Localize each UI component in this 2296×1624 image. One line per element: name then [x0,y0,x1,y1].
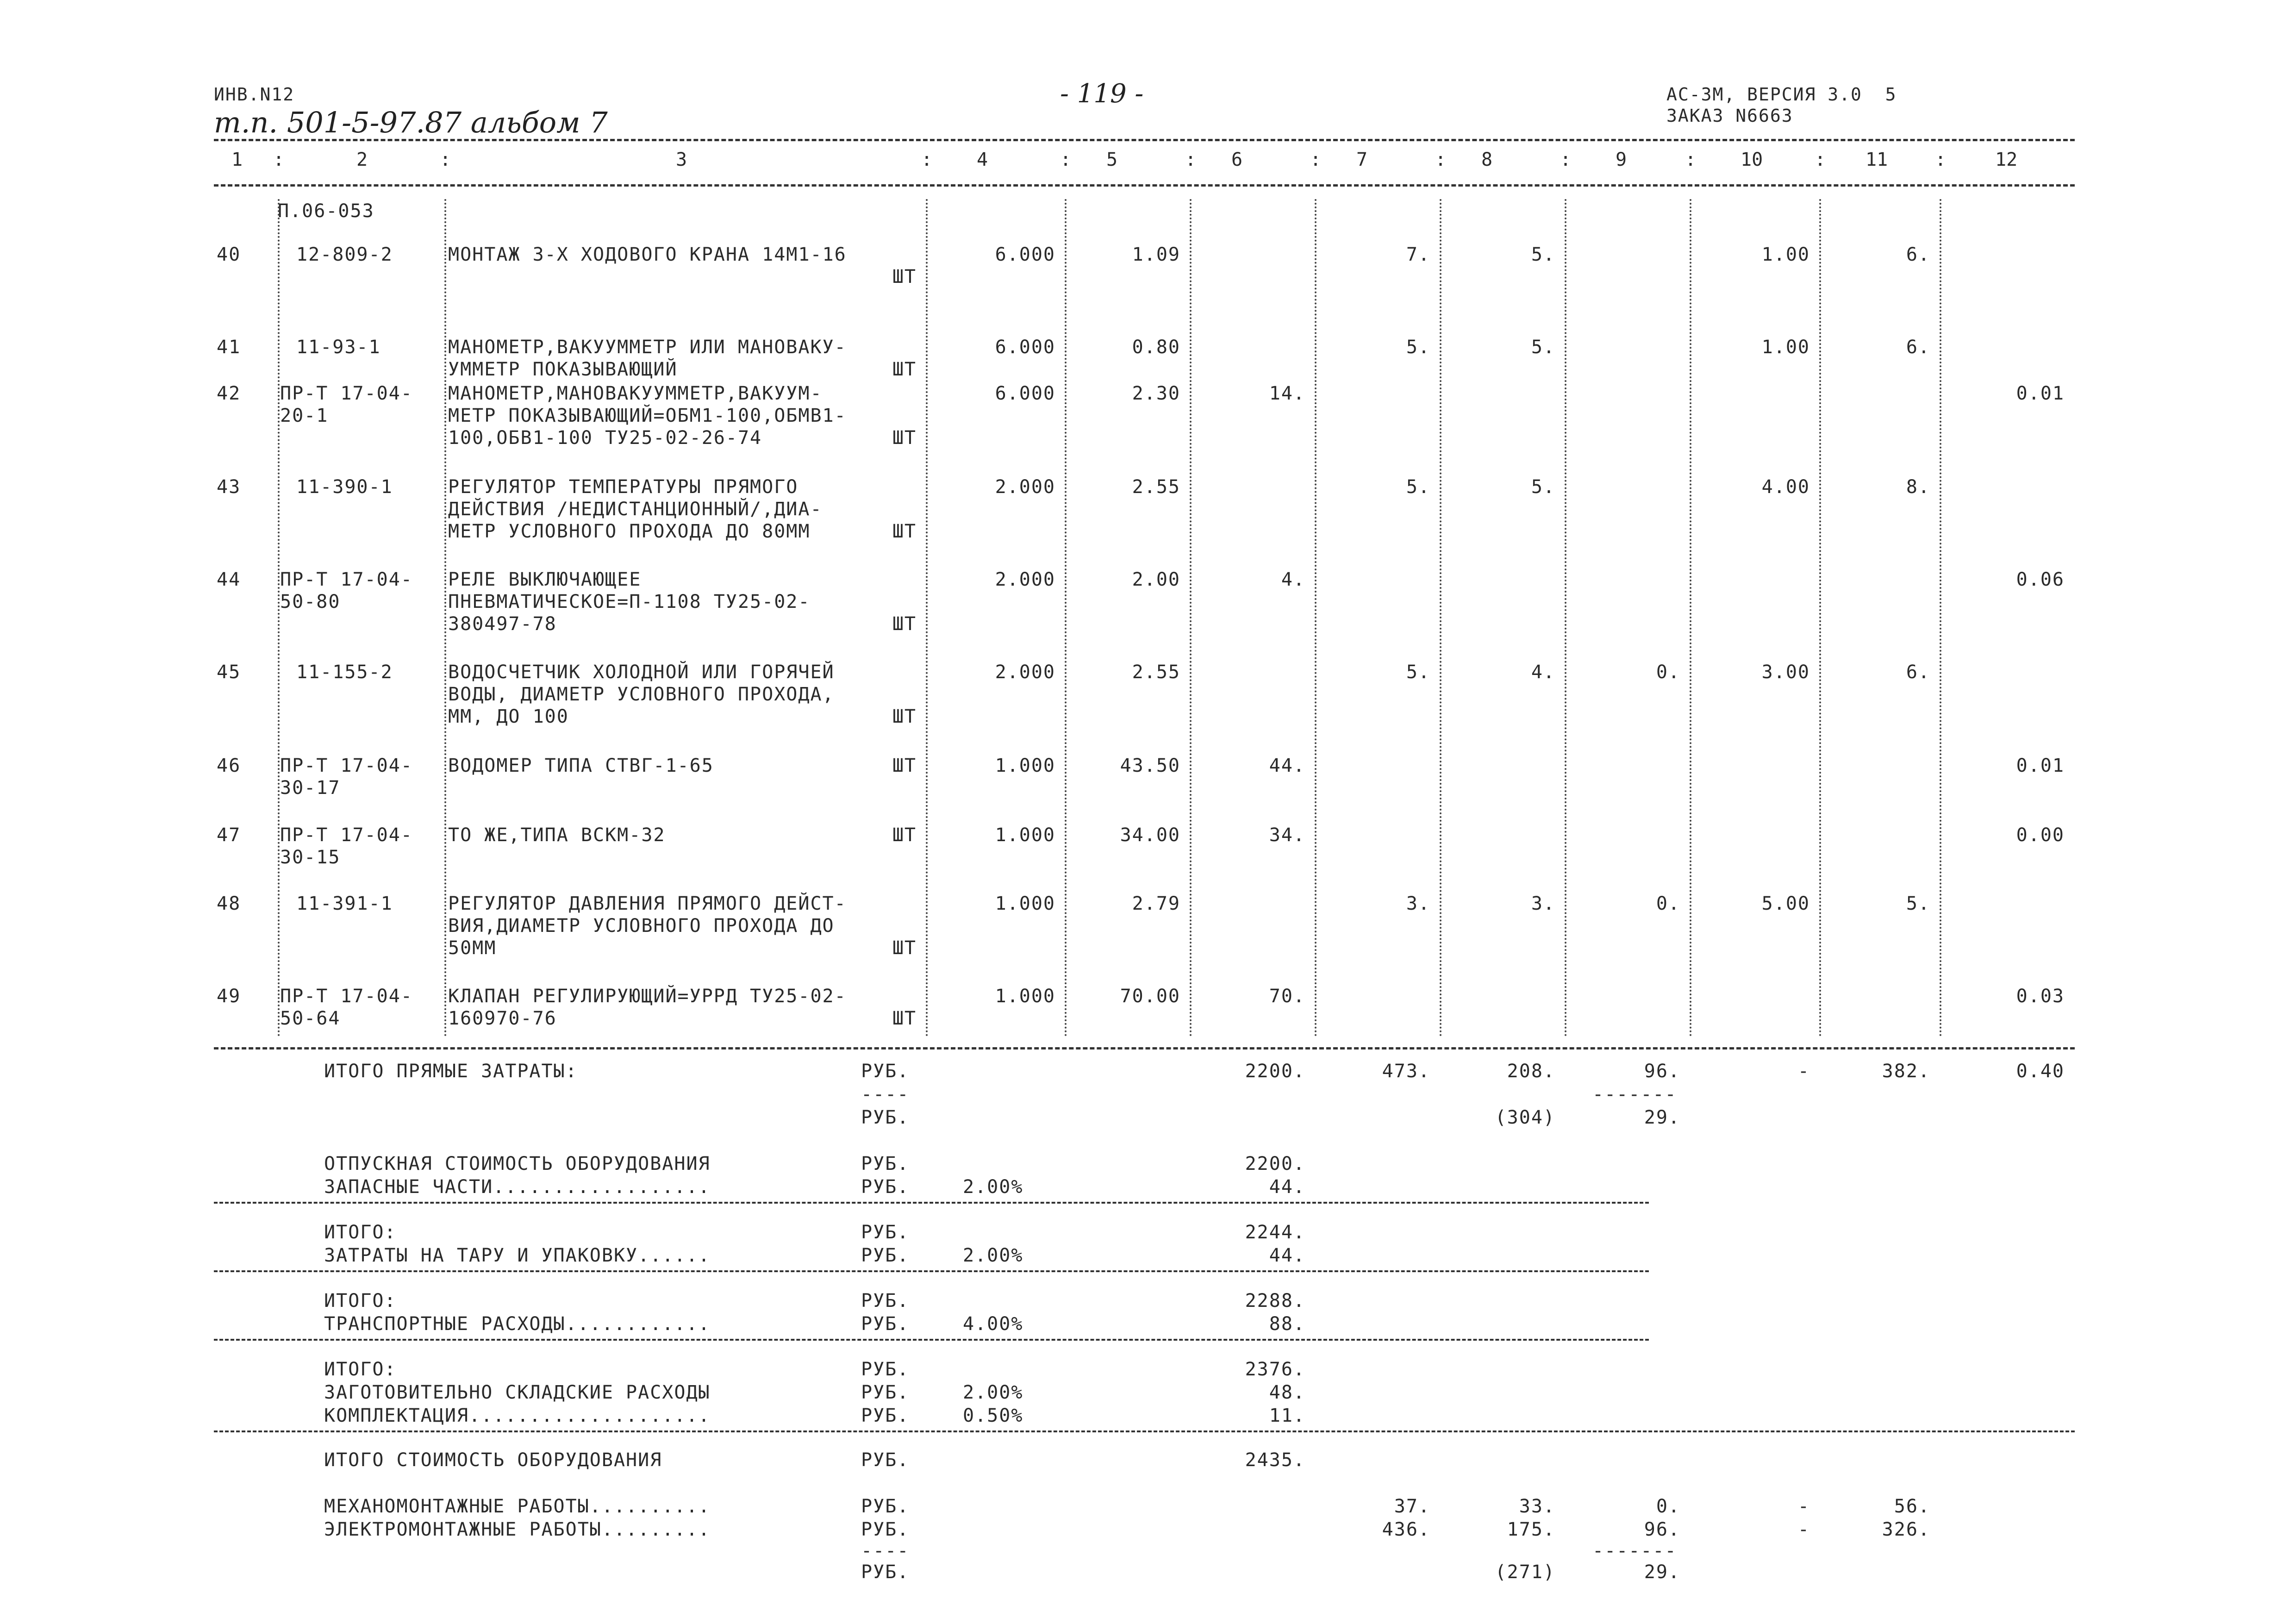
summary-value-c8: 175. [1507,1519,1555,1540]
total-equipment-value: 2435. [1245,1449,1305,1471]
row-value-c5: 2.55 [1132,662,1180,683]
summary-line-value: 44. [1269,1176,1305,1198]
row-name: КЛАПАН РЕГУЛИРУЮЩИЙ=УРРД ТУ25-02- [448,986,847,1007]
final-rub-dash: ---- [861,1540,910,1562]
order-number: ЗАКАЗ N6663 [1666,106,1793,126]
summary-value-c11: 326. [1882,1519,1930,1540]
row-value-c5: 0.80 [1132,337,1180,358]
column-header-10: 10 [1741,149,1763,170]
summary-line-rub: РУБ. [861,1382,910,1403]
column-header-separator: : [440,149,451,170]
row-name: ДЕЙСТВИЯ /НЕДИСТАНЦИОННЫЙ/,ДИА- [448,499,823,520]
row-number: 45 [217,662,241,683]
column-separator [1315,199,1316,1037]
row-value-c5: 2.55 [1132,476,1180,498]
column-header-8: 8 [1481,149,1493,170]
summary-line-value: 88. [1269,1313,1305,1335]
row-value-c12: 0.01 [2016,383,2065,404]
row-value-c5: 2.30 [1132,383,1180,404]
column-separator [1940,199,1941,1037]
row-number: 48 [217,893,241,914]
row-number: 42 [217,383,241,404]
summary-block-rule [214,1430,2075,1432]
row-value-c5: 70.00 [1120,986,1180,1007]
row-value-c8: 3. [1531,893,1555,914]
row-value-c8: 5. [1531,337,1555,358]
row-value-c10: 1.00 [1761,337,1810,358]
final-rub: РУБ. [861,1562,910,1583]
row-value-c4: 1.000 [995,824,1055,846]
header-bottom-rule [214,184,2075,187]
column-separator [1190,199,1192,1037]
summary-line-label: ИТОГО: [324,1290,397,1312]
row-value-c8: 5. [1531,476,1555,498]
summary-value-c7: 37. [1394,1496,1430,1517]
row-number: 47 [217,824,241,846]
summary-line-percent: 0.50% [963,1405,1023,1426]
summary-line-value: 11. [1269,1405,1305,1426]
row-value-c5: 2.00 [1132,569,1180,590]
summary-value-c9: 29. [1644,1562,1680,1583]
column-header-12: 12 [1995,149,2018,170]
column-header-separator: : [1935,149,1947,170]
row-name: ВОДЫ, ДИАМЕТР УСЛОВНОГО ПРОХОДА, [448,684,835,705]
summary-line-value: 2376. [1245,1359,1305,1380]
row-value-c4: 6.000 [995,244,1055,265]
row-name: 160970-76 [448,1008,557,1029]
row-code: 30-15 [280,847,341,868]
row-unit: ШТ [892,824,917,846]
row-value-c8: 5. [1531,244,1555,265]
summary-value-c6: 2200. [1245,1061,1305,1082]
summary-line-label: ЗАПАСНЫЕ ЧАСТИ.................. [324,1176,711,1198]
row-name: 380497-78 [448,613,557,635]
summary-line-value: 44. [1269,1245,1305,1266]
direct-costs-c9-dash: ------- [1592,1084,1677,1105]
row-unit: ШТ [892,706,917,727]
row-number: 43 [217,476,241,498]
row-value-c6: 14. [1269,383,1305,404]
row-code: ПР-Т 17-04- [280,986,413,1007]
row-value-c6: 4. [1281,569,1305,590]
row-name: 50ММ [448,937,497,959]
column-header-separator: : [1815,149,1826,170]
mech-works-rub: РУБ. [861,1496,910,1517]
summary-line-rub: РУБ. [861,1405,910,1426]
total-equipment-label: ИТОГО СТОИМОСТЬ ОБОРУДОВАНИЯ [324,1449,662,1471]
row-value-c12: 0.01 [2016,755,2065,776]
summary-line-rub: РУБ. [861,1245,910,1266]
handwritten-reference: т.п. 501-5-97.87 альбом 7 [214,106,608,139]
row-code: 50-80 [280,591,341,612]
summary-value-c10: - [1797,1496,1810,1517]
column-separator [444,199,446,1037]
row-code: 11-93-1 [296,337,381,358]
row-name: ТО ЖЕ,ТИПА ВСКМ-32 [448,824,666,846]
summary-value-c11: 382. [1882,1061,1930,1082]
summary-line-label: КОМПЛЕКТАЦИЯ.................... [324,1405,711,1426]
row-code: ПР-Т 17-04- [280,383,413,404]
summary-line-rub: РУБ. [861,1290,910,1312]
row-value-c6: 44. [1269,755,1305,776]
direct-costs-rub-2: РУБ. [861,1107,910,1128]
row-unit: ШТ [892,266,917,287]
row-name: ВОДОМЕР ТИПА СТВГ-1-65 [448,755,714,776]
program-version: АС-3М, ВЕРСИЯ 3.0 5 [1666,84,1897,105]
column-header-5: 5 [1106,149,1118,170]
row-value-c11: 6. [1906,662,1930,683]
row-code: 11-155-2 [296,662,393,683]
summary-line-value: 48. [1269,1382,1305,1403]
column-header-separator: : [1685,149,1697,170]
row-value-c7: 7. [1406,244,1430,265]
row-name: МАНОМЕТР,МАНОВАКУУММЕТР,ВАКУУМ- [448,383,823,404]
row-code: 11-390-1 [296,476,393,498]
row-unit: ШТ [892,521,917,542]
summary-line-rub: РУБ. [861,1176,910,1198]
row-value-c10: 3.00 [1761,662,1810,683]
summary-line-rub: РУБ. [861,1153,910,1174]
column-header-separator: : [1060,149,1072,170]
continuation-code: П.06-053 [278,200,374,222]
row-value-c4: 6.000 [995,337,1055,358]
row-number: 41 [217,337,241,358]
row-value-c5: 34.00 [1120,824,1180,846]
row-value-c12: 0.06 [2016,569,2065,590]
row-name: ВИЯ,ДИАМЕТР УСЛОВНОГО ПРОХОДА ДО [448,915,835,937]
summary-value-c10: - [1797,1061,1810,1082]
row-value-c6: 34. [1269,824,1305,846]
inventory-number: ИНВ.N12 [214,84,295,105]
summary-line-rub: РУБ. [861,1313,910,1335]
summary-value-c8: 208. [1507,1061,1555,1082]
total-equipment-rub: РУБ. [861,1449,910,1471]
summary-value-c12: 0.40 [2016,1061,2065,1082]
row-name: МОНТАЖ 3-Х ХОДОВОГО КРАНА 14М1-16 [448,244,847,265]
row-code: ПР-Т 17-04- [280,755,413,776]
summary-value-c8: 33. [1519,1496,1555,1517]
summary-block-rule [214,1270,1649,1272]
column-header-3: 3 [676,149,687,170]
table-top-rule [214,139,2075,141]
row-name: МЕТР ПОКАЗЫВАЮЩИЙ=ОБМ1-100,ОБМВ1- [448,405,847,426]
column-header-separator: : [1185,149,1197,170]
column-header-4: 4 [977,149,988,170]
summary-line-percent: 2.00% [963,1382,1023,1403]
row-value-c6: 70. [1269,986,1305,1007]
elec-works-rub: РУБ. [861,1519,910,1540]
column-header-separator: : [1435,149,1447,170]
row-value-c12: 0.00 [2016,824,2065,846]
summary-value-c9: 29. [1644,1107,1680,1128]
row-unit: ШТ [892,937,917,959]
summary-value-c9: 96. [1644,1061,1680,1082]
row-unit: ШТ [892,755,917,776]
column-header-separator: : [921,149,933,170]
row-number: 46 [217,755,241,776]
summary-line-label: ИТОГО: [324,1222,397,1243]
column-separator [926,199,928,1037]
column-header-separator: : [1310,149,1322,170]
row-value-c11: 8. [1906,476,1930,498]
column-separator [1065,199,1067,1037]
row-value-c11: 6. [1906,244,1930,265]
elec-works-label: ЭЛЕКТРОМОНТАЖНЫЕ РАБОТЫ......... [324,1519,711,1540]
column-header-7: 7 [1356,149,1368,170]
row-name: ПНЕВМАТИЧЕСКОЕ=П-1108 ТУ25-02- [448,591,811,612]
summary-value-c7: 473. [1382,1061,1430,1082]
column-header-2: 2 [356,149,368,170]
row-code: 50-64 [280,1008,341,1029]
row-value-c10: 4.00 [1761,476,1810,498]
row-unit: ШТ [892,1008,917,1029]
summary-value-c7: 436. [1382,1519,1430,1540]
column-header-6: 6 [1231,149,1243,170]
row-name: ВОДОСЧЕТЧИК ХОЛОДНОЙ ИЛИ ГОРЯЧЕЙ [448,662,835,683]
column-separator [1440,199,1441,1037]
row-value-c4: 6.000 [995,383,1055,404]
column-header-9: 9 [1616,149,1627,170]
row-value-c5: 43.50 [1120,755,1180,776]
row-value-c5: 1.09 [1132,244,1180,265]
row-value-c4: 1.000 [995,986,1055,1007]
summary-line-percent: 2.00% [963,1176,1023,1198]
column-separator [1565,199,1566,1037]
direct-costs-rub-dash: ---- [861,1084,910,1105]
column-separator [278,199,280,1037]
row-name: РЕЛЕ ВЫКЛЮЧАЮЩЕЕ [448,569,642,590]
column-header-11: 11 [1866,149,1888,170]
summary-line-label: ЗАГОТОВИТЕЛЬНО СКЛАДСКИЕ РАСХОДЫ [324,1382,711,1403]
row-code: 12-809-2 [296,244,393,265]
row-name: УММЕТР ПОКАЗЫВАЮЩИЙ [448,359,678,380]
row-name: МЕТР УСЛОВНОГО ПРОХОДА ДО 80ММ [448,521,811,542]
column-header-separator: : [273,149,285,170]
row-value-c12: 0.03 [2016,986,2065,1007]
row-value-c7: 5. [1406,662,1430,683]
row-unit: ШТ [892,613,917,635]
summary-value-c8: (271) [1495,1562,1555,1583]
summary-line-rub: РУБ. [861,1359,910,1380]
row-number: 44 [217,569,241,590]
column-header-separator: : [1560,149,1572,170]
row-value-c7: 3. [1406,893,1430,914]
row-value-c10: 5.00 [1761,893,1810,914]
summary-line-label: ТРАНСПОРТНЫЕ РАСХОДЫ............ [324,1313,711,1335]
summary-value-c8: (304) [1495,1107,1555,1128]
summary-line-percent: 2.00% [963,1245,1023,1266]
row-code: ПР-Т 17-04- [280,824,413,846]
summary-block-rule [214,1202,1649,1204]
row-number: 40 [217,244,241,265]
row-name: МАНОМЕТР,ВАКУУММЕТР ИЛИ МАНОВАКУ- [448,337,847,358]
final-c9-dash: ------- [1592,1540,1677,1562]
summary-line-value: 2244. [1245,1222,1305,1243]
summary-value-c10: - [1797,1519,1810,1540]
row-value-c11: 5. [1906,893,1930,914]
row-value-c10: 1.00 [1761,244,1810,265]
row-value-c7: 5. [1406,337,1430,358]
summary-line-value: 2288. [1245,1290,1305,1312]
direct-costs-label: ИТОГО ПРЯМЫЕ ЗАТРАТЫ: [324,1061,578,1082]
row-name: РЕГУЛЯТОР ТЕМПЕРАТУРЫ ПРЯМОГО [448,476,799,498]
summary-line-rub: РУБ. [861,1222,910,1243]
row-code: 11-391-1 [296,893,393,914]
column-separator [1690,199,1691,1037]
row-value-c8: 4. [1531,662,1555,683]
column-header-1: 1 [231,149,243,170]
summary-line-value: 2200. [1245,1153,1305,1174]
summary-block-rule [214,1339,1649,1341]
summary-line-label: ЗАТРАТЫ НА ТАРУ И УПАКОВКУ...... [324,1245,711,1266]
row-value-c5: 2.79 [1132,893,1180,914]
summary-value-c9: 0. [1656,1496,1680,1517]
row-unit: ШТ [892,427,917,449]
row-code: 30-17 [280,777,341,799]
summary-line-percent: 4.00% [963,1313,1023,1335]
summary-line-label: ОТПУСКНАЯ СТОИМОСТЬ ОБОРУДОВАНИЯ [324,1153,711,1174]
row-value-c7: 5. [1406,476,1430,498]
row-code: ПР-Т 17-04- [280,569,413,590]
row-value-c4: 1.000 [995,893,1055,914]
row-name: ММ, ДО 100 [448,706,569,727]
row-name: 100,ОБВ1-100 ТУ25-02-26-74 [448,427,762,449]
row-code: 20-1 [280,405,329,426]
direct-costs-rub: РУБ. [861,1061,910,1082]
row-value-c9: 0. [1656,893,1680,914]
summary-value-c9: 96. [1644,1519,1680,1540]
row-number: 49 [217,986,241,1007]
row-value-c4: 2.000 [995,569,1055,590]
summary-value-c11: 56. [1894,1496,1930,1517]
summary-line-label: ИТОГО: [324,1359,397,1380]
row-value-c9: 0. [1656,662,1680,683]
row-unit: ШТ [892,359,917,380]
row-name: РЕГУЛЯТОР ДАВЛЕНИЯ ПРЯМОГО ДЕЙСТ- [448,893,847,914]
row-value-c4: 1.000 [995,755,1055,776]
table-bottom-rule [214,1047,2075,1049]
row-value-c11: 6. [1906,337,1930,358]
row-value-c4: 2.000 [995,476,1055,498]
mech-works-label: МЕХАНОМОНТАЖНЫЕ РАБОТЫ.......... [324,1496,711,1517]
row-value-c4: 2.000 [995,662,1055,683]
page-number: - 119 - [1060,79,1144,109]
